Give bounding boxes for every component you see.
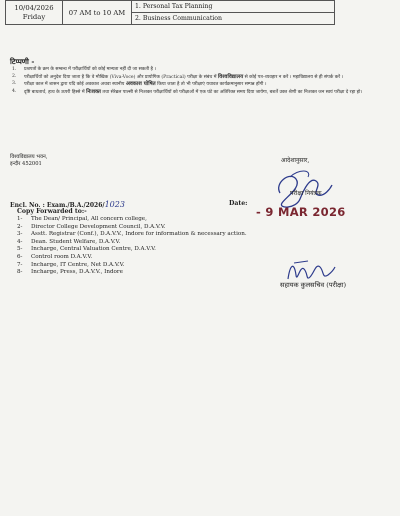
university-address <box>10 154 47 168</box>
list-text: Control room D.A.V.V. <box>31 253 93 260</box>
list-text: Dean. Student Welfare, D.A.V.V. <box>31 238 121 245</box>
controller-title: परीक्षा नियंत्रक <box>290 190 322 197</box>
by-order-label: आदेशानुसार, <box>281 157 310 164</box>
note-number: 4. <box>12 89 17 95</box>
list-text: Incharge, Press, D.A.V.V., Indore <box>31 269 123 276</box>
notes-list <box>12 67 388 97</box>
note-text <box>24 67 388 74</box>
list-number: 1- <box>17 216 23 222</box>
list-text: Incharge, Central Valuation Centre, D.A.V.V. <box>31 246 156 253</box>
note-text-part: से कोई पत्र–व्यवहार न करें । महाविद्यालय से ही संपर्क करें । <box>244 74 344 80</box>
notes-heading: टिप्पणी - <box>10 57 35 66</box>
list-number: 5- <box>17 246 23 253</box>
note-text-part: किया जाता है तो भी परीक्षाएं यथावत कार्यक्रमानुसार सम्पन्न होंगी । <box>157 82 267 88</box>
list-item <box>17 246 247 254</box>
note-emphasis: विश्वविद्यालय <box>217 73 244 80</box>
exam-date: 10/04/2026 <box>14 3 54 12</box>
date-stamp: - 9 MAR 2026 <box>256 205 346 219</box>
note-text-part: परीक्षा काल में शासन द्वारा यदि कोई अवकाश अथवा स्थानीय <box>24 82 125 88</box>
enclosure-label: Encl. No. : Exam./B.A./2026/ <box>10 202 105 209</box>
note-item <box>12 74 388 82</box>
enclosure-handwritten-number: 1023 <box>104 200 125 209</box>
note-text-part: दृष्टि बाधतार्थ, हाथ के ऊपरी हिस्से में <box>24 90 85 96</box>
table-row <box>6 1 335 13</box>
list-text: Asstt. Registrar (Conf.), D.A.V.V., Indore for information & necessary action. <box>31 231 247 238</box>
exam-date-cell <box>6 1 63 25</box>
note-number: 2. <box>12 73 17 79</box>
note-text-part: प्रश्नपत्रों के क्रम के सम्बन्ध में परीक्षार्थियों को कोई मान्यता नहीं दी जा सकती है । <box>24 67 157 72</box>
assistant-registrar-title: सहायक कुलसचिव (परीक्षा) <box>280 281 347 289</box>
copy-forwarded-list <box>17 216 247 277</box>
address-line-2: इन्दौर 452001 <box>10 161 42 167</box>
list-number: 6- <box>17 253 23 260</box>
list-text: The Dean/ Principal, All concern college, <box>31 216 147 222</box>
note-text <box>24 81 388 89</box>
note-text-part: परीक्षार्थियों को अनुदेश दिया जाता है कि वे मौखिक (Viva-Voce) और प्रायोगिक (Practical) परीक्षा के संबंध में <box>24 74 217 80</box>
note-emphasis: अवकाश घोषित <box>125 81 156 88</box>
exam-time: 07 AM to 10 AM <box>63 1 132 25</box>
list-item <box>17 231 247 239</box>
note-text <box>24 89 388 97</box>
subject-2: 2. Business Communication <box>132 13 335 25</box>
list-item <box>17 239 247 247</box>
date-label: Date: <box>229 200 248 207</box>
note-item <box>12 81 388 89</box>
note-number: 3. <box>12 81 17 87</box>
address-line-1: विश्वविद्यालय भवन, <box>10 154 48 160</box>
note-emphasis: निःशक्त <box>86 89 101 96</box>
list-item <box>17 254 247 262</box>
list-text: Incharge, IT Centre, Net D.A.V.V. <box>31 261 125 268</box>
list-number: 4- <box>17 238 23 245</box>
list-text: Director College Development Council, D.A.V.V. <box>31 223 166 230</box>
note-number: 1. <box>12 67 17 72</box>
list-item <box>17 262 247 270</box>
note-text-part: तथा सेरेब्रल पाल्सी से निःशक्त परीक्षार्थियों को परीक्षाओं में एक घंटे का अतिरिक्त समय दिया जायेगा, बशर्ते उक्त श्रेणी का निःशक्त जन स्वयं परीक्षा दे रहा हो। <box>102 90 363 96</box>
note-text <box>24 74 388 82</box>
list-item <box>17 269 247 277</box>
exam-schedule-table <box>5 0 335 25</box>
note-item <box>12 89 388 97</box>
exam-day: Friday <box>22 12 46 21</box>
subject-1: 1. Personal Tax Planning <box>132 1 335 13</box>
list-number: 8- <box>17 269 23 276</box>
list-number: 2- <box>17 223 23 230</box>
note-item <box>12 67 388 74</box>
list-number: 3- <box>17 231 23 238</box>
copy-forwarded-heading: Copy Forwarded to:- <box>17 208 87 215</box>
list-item <box>17 216 247 224</box>
list-number: 7- <box>17 261 23 268</box>
